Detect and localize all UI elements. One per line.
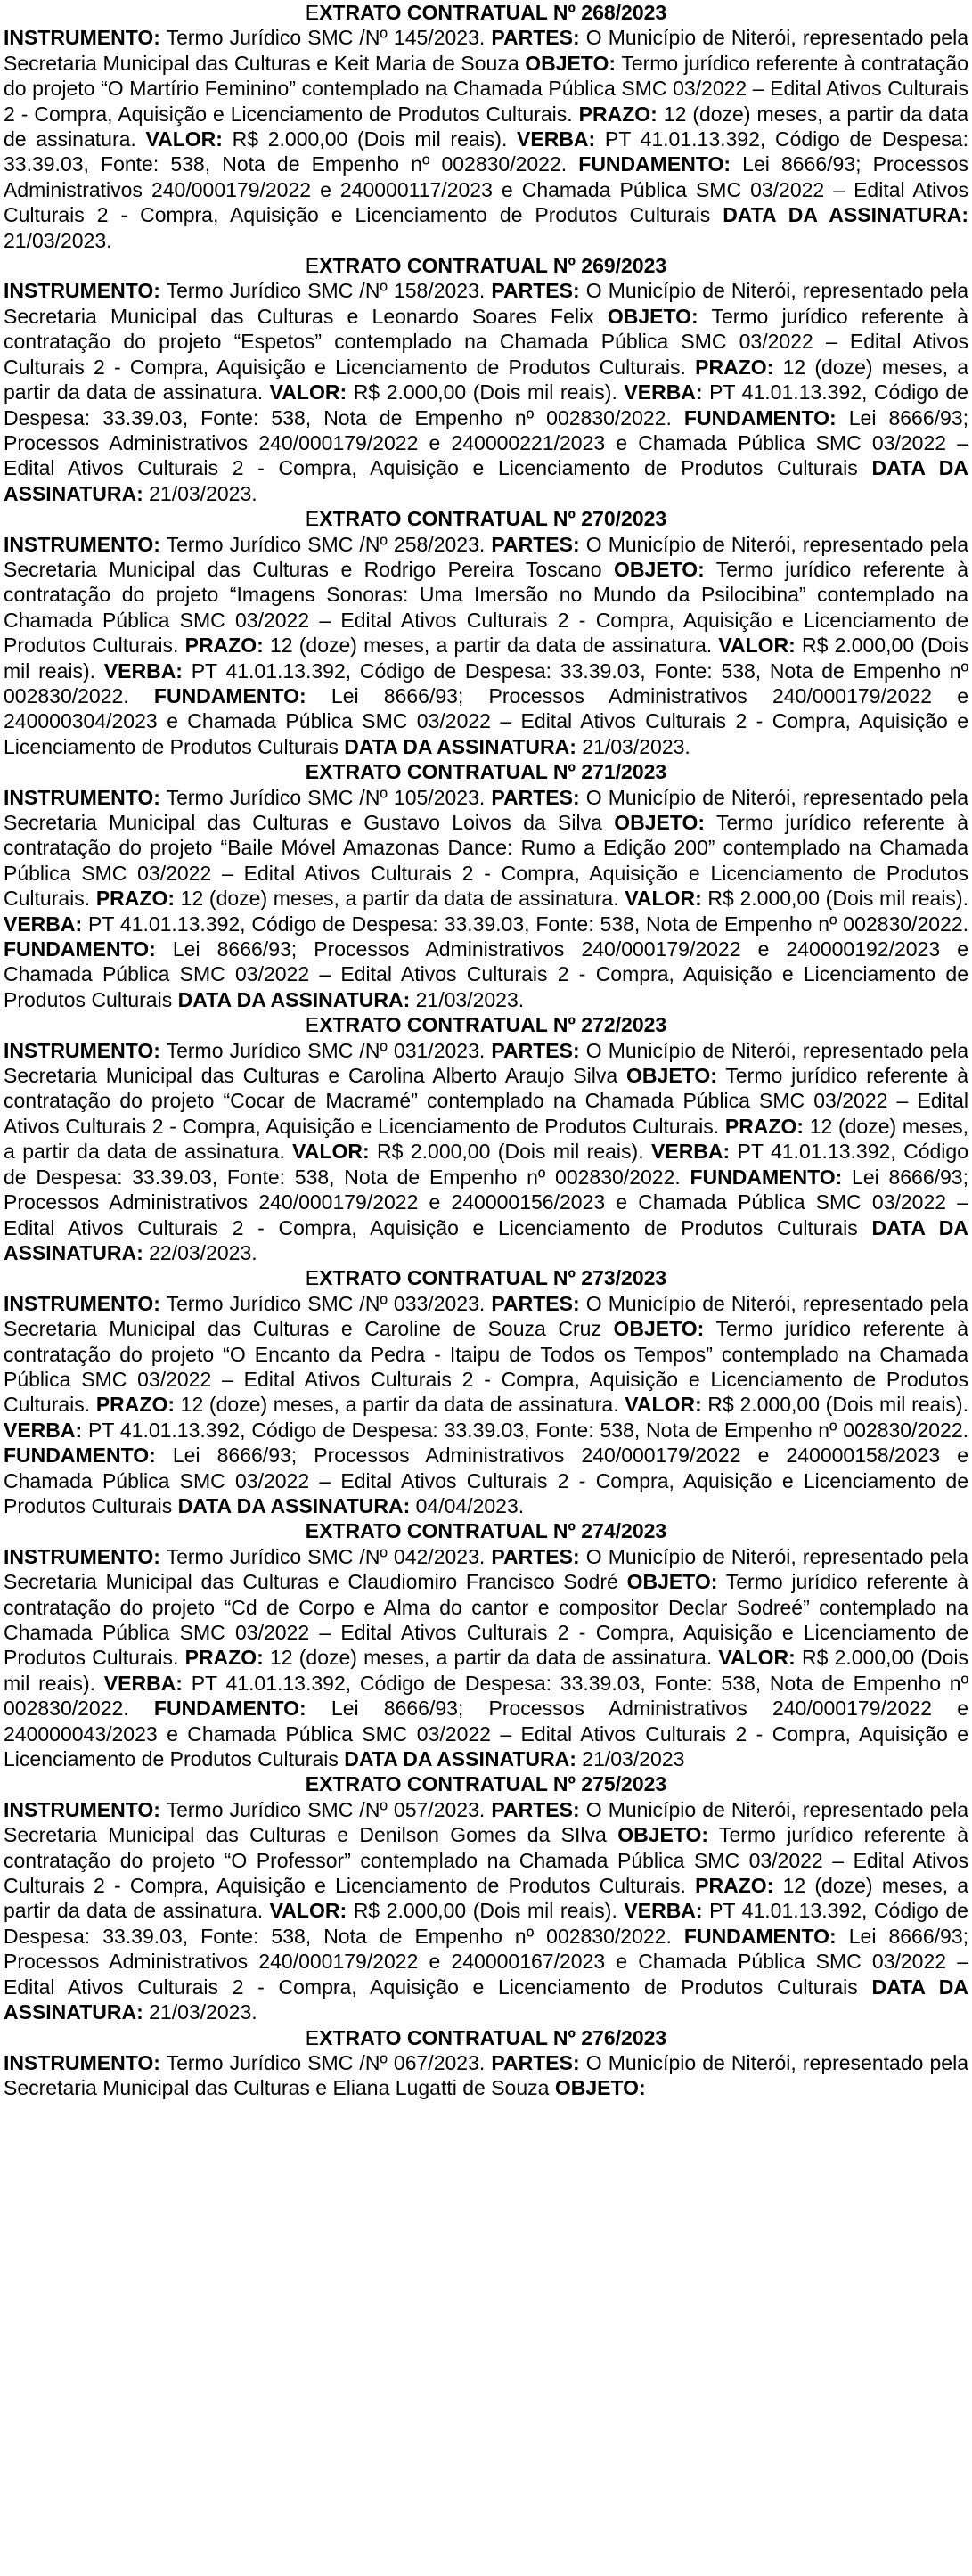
extract-title-text: XTRATO CONTRATUAL Nº 268/2023 [319,1,667,24]
field-label: VERBA: [624,380,703,405]
field-label: VALOR: [269,380,347,405]
field-label: PARTES: [491,279,580,303]
field-value: 12 (doze) meses, a partir da data de assinatura. [175,887,625,911]
field-label: PARTES: [491,2050,580,2074]
extract-title-initial: E [305,254,320,278]
field-value: O Município de Niterói, representado pela Secretaria Municipal das Culturas e Denilson Gomes da SIlva [4,1797,968,1847]
field-label: FUNDAMENTO: [153,683,306,707]
field-value: PT 41.01.13.392, Código de Despesa: 33.39.03, Fonte: 538, Nota de Empenho nº 002830/2022. [4,1140,968,1189]
field-label: OBJETO: [554,2076,646,2100]
field-value: O Município de Niterói, representado pela Secretaria Municipal das Culturas e Caroline de Souza Cruz [4,1291,968,1341]
field-value: PT 41.01.13.392, Código de Despesa: 33.39.03, Fonte: 538, Nota de Empenho nº 002830/2022. [4,1671,969,1721]
field-label: DATA DA ASSINATURA: [4,1215,968,1264]
field-label: OBJETO: [626,1064,717,1088]
field-value: 12 (doze) meses, a partir da data de assinatura. [263,634,719,658]
field-label: DATA DA ASSINATURA: [344,734,576,758]
extract-body [4,278,968,506]
field-value: Lei 8666/93; Processos Administrativos 240/000179/2022 e 240000158/2023 e Chamada Pública SMC 03/2022 – Edital Ativos Culturais 2 - Compra, Aquisição e Licenciamento de Produtos Culturais [4,1443,968,1517]
extract-body [4,1797,968,2025]
field-value: Lei 8666/93; Processos Administrativos 240/000179/2022 e 240000117/2023 e Chamada Pública SMC 03/2022 – Edital Ativos Culturais 2 - Compra, Aquisição e Licenciamento de Produtos Culturais [4,152,968,227]
field-label: OBJETO: [613,1317,705,1341]
field-value: Termo Jurídico SMC /Nº 067/2023. [159,2050,492,2074]
field-label: PRAZO: [95,1393,175,1417]
extract-title-initial: E [305,2025,320,2049]
field-label: PRAZO: [695,1874,774,1898]
field-value: R$ 2.000,00 (Dois mil reais). [701,887,968,911]
field-label: PARTES: [491,1291,580,1315]
field-value: Termo jurídico referente à contratação do projeto “Cd de Corpo e Alma do cantor e compositor Declar Sodreé” contemplado na Chamada Pública SMC 03/2022 – Edital Ativos Culturais 2 - Compra, Aquisição e Licenciamento de Produtos Culturais. [4,1570,969,1670]
contract-extract [4,506,968,759]
extract-title-text: EXTRATO CONTRATUAL Nº 271/2023 [305,760,667,784]
field-label: FUNDAMENTO: [683,1924,837,1948]
field-value: Termo jurídico referente à contratação do projeto “O Encanto da Pedra - Itaipu de Todos os Tempos” contemplado na Chamada Pública SMC 03/2022 – Edital Ativos Culturais 2 - Compra, Aquisição e Licenciamento de Produtos Culturais. [4,1317,968,1417]
contract-extract [4,253,968,506]
field-value: O Município de Niterói, representado pela Secretaria Municipal das Culturas e Rodrigo Pereira Toscano [4,532,968,581]
field-value: 21/03/2023 [576,1747,685,1771]
extract-title [4,1771,968,1796]
extract-body [4,25,968,253]
field-label: FUNDAMENTO: [690,1165,843,1189]
field-value: Termo Jurídico SMC /Nº 042/2023. [159,1544,492,1568]
field-label: PARTES: [491,26,580,50]
extract-body [4,532,968,760]
field-value: PT 41.01.13.392, Código de Despesa: 33.39.03, Fonte: 538, Nota de Empenho nº 002830/2022. [4,1899,968,1948]
contract-extract [4,1518,968,1771]
field-label: OBJETO: [617,1823,709,1847]
field-label: VERBA: [651,1140,731,1164]
field-value: 22/03/2023. [143,1240,257,1264]
contract-extract [4,1265,968,1518]
field-value: PT 41.01.13.392, Código de Despesa: 33.39.03, Fonte: 538, Nota de Empenho nº 002830/2022. [82,912,968,936]
extract-title [4,506,968,531]
field-value: Termo Jurídico SMC /Nº 031/2023. [159,1038,492,1062]
contract-extract [4,0,968,253]
field-value: R$ 2.000,00 (Dois mil reais). [4,1646,968,1695]
contract-extract [4,759,968,1012]
field-label: DATA DA ASSINATURA: [344,1747,576,1771]
field-value: O Município de Niterói, representado pela Secretaria Municipal das Culturas e Carolina Alberto Araujo Silva [4,1038,968,1088]
field-value: Lei 8666/93; Processos Administrativos 240/000179/2022 e 240000192/2023 e Chamada Pública SMC 03/2022 – Edital Ativos Culturais 2 - Compra, Aquisição e Licenciamento de Produtos Culturais [4,937,968,1011]
extract-title-text: XTRATO CONTRATUAL Nº 273/2023 [319,1266,667,1290]
field-value: PT 41.01.13.392, Código de Despesa: 33.39.03, Fonte: 538, Nota de Empenho nº 002830/2022. [82,1418,968,1442]
field-label: FUNDAMENTO: [578,152,731,176]
field-label: PARTES: [491,785,580,809]
field-value: Termo Jurídico SMC /Nº 158/2023. [159,279,492,303]
field-label: FUNDAMENTO: [4,1443,156,1468]
field-label: INSTRUMENTO: [4,2050,160,2074]
field-label: INSTRUMENTO: [4,785,160,809]
field-label: VERBA: [4,912,83,936]
field-label: PARTES: [491,532,580,556]
field-label: FUNDAMENTO: [683,405,837,429]
field-label: OBJETO: [614,811,706,834]
field-label: VALOR: [269,1899,347,1923]
field-value: Termo Jurídico SMC /Nº 105/2023. [159,785,492,809]
field-label: VERBA: [103,1671,183,1695]
field-value: Termo jurídico referente à contratação do projeto “Cocar de Macramé” contemplado na Chamada Pública SMC 03/2022 – Edital Ativos Culturais 2 - Compra, Aquisição e Licenciamento de Produtos Culturais. [4,1064,968,1138]
contract-extract [4,2025,968,2101]
extract-title [4,1518,968,1543]
field-value: R$ 2.000,00 (Dois mil reais). [701,1393,968,1417]
field-value: O Município de Niterói, representado pela Secretaria Municipal das Culturas e Gustavo Loivos da Silva [4,785,968,834]
extract-title-text: EXTRATO CONTRATUAL Nº 275/2023 [305,1772,667,1796]
field-value: Termo Jurídico SMC /Nº 258/2023. [159,532,492,556]
field-value: Termo Jurídico SMC /Nº 033/2023. [159,1291,492,1315]
field-label: DATA DA ASSINATURA: [177,1493,411,1517]
field-value: Lei 8666/93; Processos Administrativos 240/000179/2022 e 240000304/2023 e Chamada Pública SMC 03/2022 – Edital Ativos Culturais 2 - Compra, Aquisição e Licenciamento de Produtos Culturais [4,683,969,758]
field-value: R$ 2.000,00 (Dois mil reais). [222,127,518,151]
extract-title-initial: E [305,507,320,531]
field-value: 12 (doze) meses, a partir da data de assinatura. [4,102,968,151]
field-value: R$ 2.000,00 (Dois mil reais). [347,1899,625,1923]
extract-body [4,1291,968,1519]
field-value: 04/04/2023. [410,1493,525,1517]
field-label: PARTES: [491,1544,580,1568]
field-value: R$ 2.000,00 (Dois mil reais). [347,380,625,405]
field-label: VERBA: [4,1418,83,1442]
field-value: O Município de Niterói, representado pela Secretaria Municipal das Culturas e Claudiomiro Francisco Sodré [4,1544,968,1594]
field-value: Termo jurídico referente à contratação do projeto “Baile Móvel Amazonas Dance: Rumo a Edição 200” contemplado na Chamada Pública SMC 03/2022 – Edital Ativos Culturais 2 - Compra, Aquisição e Licenciamento de Produtos Culturais. [4,811,968,911]
contract-extract [4,1012,968,1265]
field-label: OBJETO: [613,557,705,581]
field-label: VERBA: [624,1899,703,1923]
field-label: DATA DA ASSINATURA: [4,456,968,505]
field-label: PARTES: [491,1038,580,1062]
field-label: VERBA: [517,127,596,151]
field-label: PRAZO: [695,355,774,379]
extract-title [4,253,968,278]
field-value: PT 41.01.13.392, Código de Despesa: 33.39.03, Fonte: 538, Nota de Empenho nº 002830/2022. [4,380,968,429]
field-label: FUNDAMENTO: [4,937,156,961]
field-value: PT 41.01.13.392, Código de Despesa: 33.39.03, Fonte: 538, Nota de Empenho nº 002830/2022. [4,658,969,707]
field-value: O Município de Niterói, representado pela Secretaria Municipal das Culturas e Leonardo Soares Felix [4,279,968,328]
field-value: 21/03/2023. [143,481,257,505]
field-label: INSTRUMENTO: [4,279,160,303]
extract-title [4,2025,968,2050]
field-value: O Município de Niterói, representado pela Secretaria Municipal das Culturas e Eliana Lugatti de Souza [4,2050,968,2100]
field-value: Termo jurídico referente à contratação do projeto “O Professor” contemplado na Chamada Pública SMC 03/2022 – Edital Ativos Culturais 2 - Compra, Aquisição e Licenciamento de Produtos Culturais. [4,1823,968,1898]
field-value: Lei 8666/93; Processos Administrativos 240/000179/2022 e 240000167/2023 e Chamada Pública SMC 03/2022 – Edital Ativos Culturais 2 - Compra, Aquisição e Licenciamento de Produtos Culturais [4,1924,968,1999]
field-label: INSTRUMENTO: [4,1291,160,1315]
field-label: INSTRUMENTO: [4,532,160,556]
field-value: O Município de Niterói, representado pela Secretaria Municipal das Culturas e Keit Maria de Souza [4,26,968,75]
extract-title-text: XTRATO CONTRATUAL Nº 276/2023 [319,2025,667,2049]
field-label: VALOR: [625,1393,702,1417]
extract-title [4,1265,968,1290]
field-label: VERBA: [103,658,183,683]
field-label: PRAZO: [95,887,175,911]
field-label: DATA DA ASSINATURA: [723,203,969,227]
extract-title [4,0,968,25]
extract-title [4,759,968,784]
field-label: VALOR: [718,634,796,658]
field-value: 12 (doze) meses, a partir da data de assinatura. [4,1114,968,1164]
field-value: 21/03/2023. [576,734,690,758]
field-value: 12 (doze) meses, a partir da data de assinatura. [4,355,968,405]
field-label: OBJETO: [626,1570,718,1594]
extract-title-text: XTRATO CONTRATUAL Nº 272/2023 [319,1013,667,1037]
field-label: VALOR: [625,887,702,911]
field-value: Termo Jurídico SMC /Nº 057/2023. [159,1797,492,1821]
field-value: Lei 8666/93; Processos Administrativos 240/000179/2022 e 240000043/2023 e Chamada Pública SMC 03/2022 – Edital Ativos Culturais 2 - Compra, Aquisição e Licenciamento de Produtos Culturais [4,1697,969,1771]
field-value: Lei 8666/93; Processos Administrativos 240/000179/2022 e 240000221/2023 e Chamada Pública SMC 03/2022 – Edital Ativos Culturais 2 - Compra, Aquisição e Licenciamento de Produtos Culturais [4,405,968,480]
field-value: Termo jurídico referente à contratação do projeto “Imagens Sonoras: Uma Imersão no Mundo da Psilocibina” contemplado na Chamada Pública SMC 03/2022 – Edital Ativos Culturais 2 - Compra, Aquisição e Licenciamento de Produtos Culturais. [4,557,968,658]
extract-title-text: XTRATO CONTRATUAL Nº 270/2023 [319,507,667,531]
field-label: INSTRUMENTO: [4,26,160,50]
extract-title-initial: E [305,1266,320,1290]
field-label: INSTRUMENTO: [4,1038,160,1062]
extract-body [4,1544,968,1772]
field-label: DATA DA ASSINATURA: [4,1975,968,2024]
extract-title-initial: E [305,1013,320,1037]
field-label: OBJETO: [607,304,698,328]
extract-title-text: EXTRATO CONTRATUAL Nº 274/2023 [305,1519,667,1543]
field-value: R$ 2.000,00 (Dois mil reais). [369,1140,652,1164]
extract-body [4,1038,968,1266]
field-value: 21/03/2023. [410,987,525,1011]
field-label: INSTRUMENTO: [4,1544,160,1568]
field-value: 12 (doze) meses, a partir da data de assinatura. [4,1874,968,1923]
field-value: R$ 2.000,00 (Dois mil reais). [4,634,968,683]
field-label: PRAZO: [184,1646,264,1670]
field-value: Termo jurídico referente à contratação do projeto “O Martírio Feminino” contemplado na Chamada Pública SMC 03/2022 – Edital Ativos Culturais 2 - Compra, Aquisição e Licenciamento de Produtos Culturais. [4,51,968,126]
field-value: Termo Jurídico SMC /Nº 145/2023. [159,26,492,50]
field-label: PRAZO: [578,102,658,126]
field-value: 12 (doze) meses, a partir da data de assinatura. [175,1393,625,1417]
extract-body [4,785,968,1013]
field-value: 21/03/2023. [143,2000,257,2024]
field-value: PT 41.01.13.392, Código de Despesa: 33.39.03, Fonte: 538, Nota de Empenho nº 002830/2022. [4,127,968,176]
extract-title-text: XTRATO CONTRATUAL Nº 269/2023 [319,254,667,278]
field-label: PRAZO: [724,1114,805,1138]
field-label: VALOR: [718,1646,796,1670]
field-label: INSTRUMENTO: [4,1797,160,1821]
field-value: Termo jurídico referente à contratação do projeto “Espetos” contemplado na Chamada Pública SMC 03/2022 – Edital Ativos Culturais 2 - Compra, Aquisição e Licenciamento de Produtos Culturais. [4,304,968,379]
field-label: PRAZO: [184,634,264,658]
field-value: 12 (doze) meses, a partir da data de assinatura. [263,1646,719,1670]
field-label: VALOR: [292,1140,370,1164]
extract-title [4,1012,968,1037]
field-label: DATA DA ASSINATURA: [177,987,411,1011]
field-value: 21/03/2023. [4,228,112,252]
field-label: PARTES: [491,1797,580,1821]
field-label: OBJETO: [525,51,617,75]
extract-title-initial: E [305,1,320,24]
field-value: Lei 8666/93; Processos Administrativos 240/000179/2022 e 240000156/2023 e Chamada Pública SMC 03/2022 – Edital Ativos Culturais 2 - Compra, Aquisição e Licenciamento de Produtos Culturais [4,1165,968,1239]
extract-body [4,2050,968,2101]
field-label: VALOR: [145,127,223,151]
contract-extract [4,1771,968,2024]
field-label: FUNDAMENTO: [153,1697,306,1721]
